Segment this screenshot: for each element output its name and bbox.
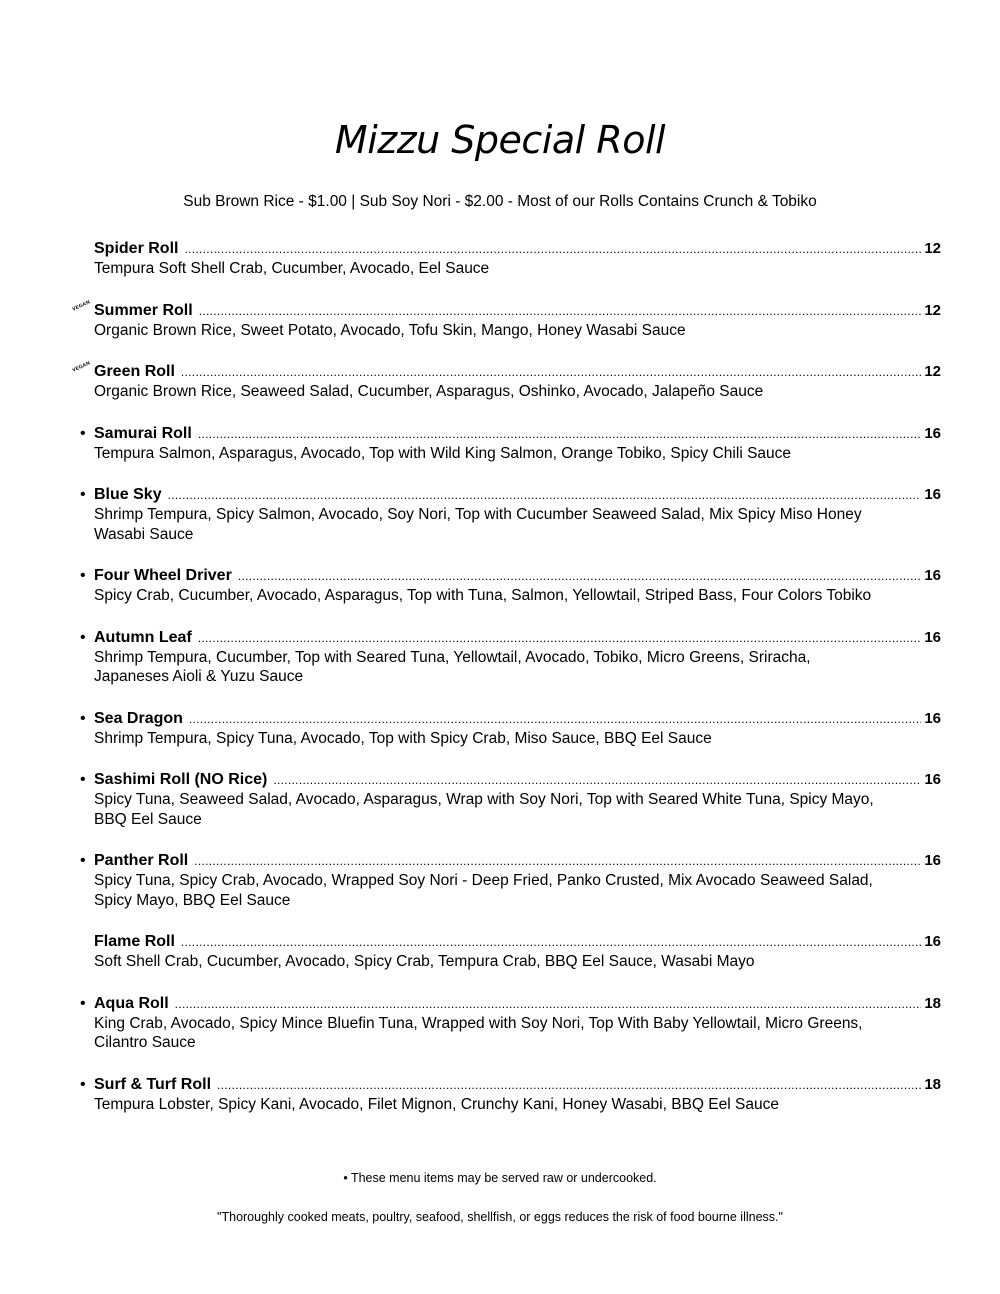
item-name: Sashimi Roll (NO Rice)	[94, 771, 268, 788]
menu-item	[80, 424, 941, 464]
item-price: 18	[924, 994, 941, 1012]
item-name-line	[94, 566, 941, 586]
item-price: 16	[924, 424, 941, 442]
item-name: Aqua Roll	[94, 994, 169, 1012]
vegan-icon: VEGAN	[71, 360, 92, 374]
item-description: Spicy Crab, Cucumber, Avocado, Asparagus, Top with Tuna, Salmon, Yellowtail, Striped Bass, Four Colors Tobiko	[94, 587, 872, 604]
menu-item	[80, 485, 941, 544]
raw-bullet-icon: •	[80, 424, 86, 442]
page-title: Mizzu Special Roll	[334, 118, 666, 162]
menu-list	[0, 239, 1000, 1136]
raw-footnote: • These menu items may be served raw or undercooked.	[343, 1171, 657, 1185]
item-description: Shrimp Tempura, Spicy Salmon, Avocado, Soy Nori, Top with Cucumber Seaweed Salad, Mix Spicy Miso Honey Wasabi Sauce	[94, 506, 862, 543]
menu-item	[71, 298, 941, 341]
item-name: Sea Dragon	[94, 709, 183, 727]
item-description: Tempura Salmon, Asparagus, Avocado, Top with Wild King Salmon, Orange Tobiko, Spicy Chili Sauce	[94, 444, 792, 462]
item-description: Soft Shell Crab, Cucumber, Avocado, Spicy Crab, Tempura Crab, BBQ Eel Sauce, Wasabi Mayo	[94, 953, 755, 970]
item-name-line	[94, 709, 941, 729]
item-name-line	[94, 628, 941, 648]
item-description: Tempura Soft Shell Crab, Cucumber, Avocado, Eel Sauce	[94, 260, 490, 277]
menu-subtitle: Sub Brown Rice - $1.00 | Sub Soy Nori - $2.00 - Most of our Rolls Contains Crunch & Tobiko	[183, 193, 817, 210]
item-name-line	[94, 301, 941, 321]
item-name-line	[94, 424, 941, 444]
raw-bullet-icon: •	[80, 1075, 86, 1093]
menu-item	[94, 932, 941, 972]
item-description: Tempura Lobster, Spicy Kani, Avocado, Filet Mignon, Crunchy Kani, Honey Wasabi, BBQ Eel Sauce	[94, 1095, 779, 1113]
food-safety-warning: "Thoroughly cooked meats, poultry, seafood, shellfish, or eggs reduces the risk of food bourne illness."	[217, 1210, 783, 1224]
menu-item	[80, 1075, 941, 1115]
dot-leader	[175, 994, 922, 1014]
item-name-line	[94, 770, 941, 790]
item-price: 12	[924, 240, 941, 257]
dot-leader	[189, 709, 921, 729]
item-description: Spicy Tuna, Spicy Crab, Avocado, Wrapped Soy Nori - Deep Fried, Panko Crusted, Mix Avocado Seaweed Salad, Spicy Mayo, BBQ Eel Sauce	[94, 872, 873, 909]
dot-leader	[199, 301, 922, 321]
item-name: Four Wheel Driver	[94, 567, 232, 584]
item-name: Samurai Roll	[94, 424, 192, 442]
vegan-icon: VEGAN	[71, 298, 92, 313]
raw-bullet-icon: •	[80, 567, 86, 584]
item-price: 16	[924, 852, 941, 869]
dot-leader	[181, 362, 921, 382]
menu-item	[80, 994, 941, 1053]
item-price: 12	[924, 363, 941, 380]
dot-leader	[217, 1075, 921, 1095]
dot-leader	[238, 566, 922, 586]
raw-bullet-icon: •	[80, 852, 86, 869]
menu-item	[80, 851, 941, 910]
item-name: Surf & Turf Roll	[94, 1075, 212, 1093]
dot-leader	[198, 628, 922, 648]
menu-item	[94, 239, 941, 279]
item-description: Organic Brown Rice, Sweet Potato, Avocado, Tofu Skin, Mango, Honey Wasabi Sauce	[94, 321, 686, 339]
item-price: 16	[924, 567, 941, 584]
item-description: Organic Brown Rice, Seaweed Salad, Cucumber, Asparagus, Oshinko, Avocado, Jalapeño Sauce	[94, 383, 764, 400]
dot-leader	[184, 239, 921, 259]
menu-item	[80, 566, 941, 606]
item-name: Panther Roll	[94, 852, 189, 869]
menu-item	[80, 770, 941, 829]
menu-item	[71, 360, 941, 402]
dot-leader	[198, 424, 922, 444]
item-price: 12	[924, 301, 941, 319]
item-name-line	[94, 994, 941, 1014]
item-description: Shrimp Tempura, Cucumber, Top with Seared Tuna, Yellowtail, Avocado, Tobiko, Micro Greens, Sriracha, Japaneses Aioli & Yuzu Sauce	[94, 648, 811, 685]
item-name-line	[94, 851, 941, 871]
menu-item	[80, 628, 941, 687]
dot-leader	[273, 770, 921, 790]
item-name: Green Roll	[94, 363, 175, 380]
item-price: 16	[924, 709, 941, 727]
item-price: 16	[924, 771, 941, 788]
dot-leader	[181, 932, 921, 952]
item-name: Flame Roll	[94, 933, 175, 950]
item-name: Blue Sky	[94, 486, 162, 503]
item-description: King Crab, Avocado, Spicy Mince Bluefin Tuna, Wrapped with Soy Nori, Top With Baby Yellowtail, Micro Greens, Cilantro Sauce	[94, 1014, 863, 1051]
raw-bullet-icon: •	[80, 709, 86, 727]
item-name-line	[94, 1075, 941, 1095]
raw-bullet-icon: •	[80, 486, 86, 503]
item-name-line	[94, 239, 941, 259]
item-price: 16	[924, 628, 941, 646]
dot-leader	[168, 485, 922, 505]
item-description: Shrimp Tempura, Spicy Tuna, Avocado, Top with Spicy Crab, Miso Sauce, BBQ Eel Sauce	[94, 729, 712, 747]
item-name: Spider Roll	[94, 240, 179, 257]
item-name-line	[94, 932, 941, 952]
item-name: Summer Roll	[94, 301, 193, 319]
dot-leader	[194, 851, 921, 871]
menu-item	[80, 709, 941, 749]
raw-bullet-icon: •	[80, 771, 86, 788]
raw-bullet-icon: •	[80, 994, 86, 1012]
item-description: Spicy Tuna, Seaweed Salad, Avocado, Asparagus, Wrap with Soy Nori, Top with Seared White Tuna, Spicy Mayo, BBQ Eel Sauce	[94, 791, 874, 828]
item-name-line	[94, 485, 941, 505]
item-name: Autumn Leaf	[94, 628, 192, 646]
item-price: 16	[924, 486, 941, 503]
item-price: 18	[924, 1075, 941, 1093]
item-name-line	[94, 362, 941, 382]
item-price: 16	[924, 933, 941, 950]
raw-bullet-icon: •	[80, 628, 86, 646]
